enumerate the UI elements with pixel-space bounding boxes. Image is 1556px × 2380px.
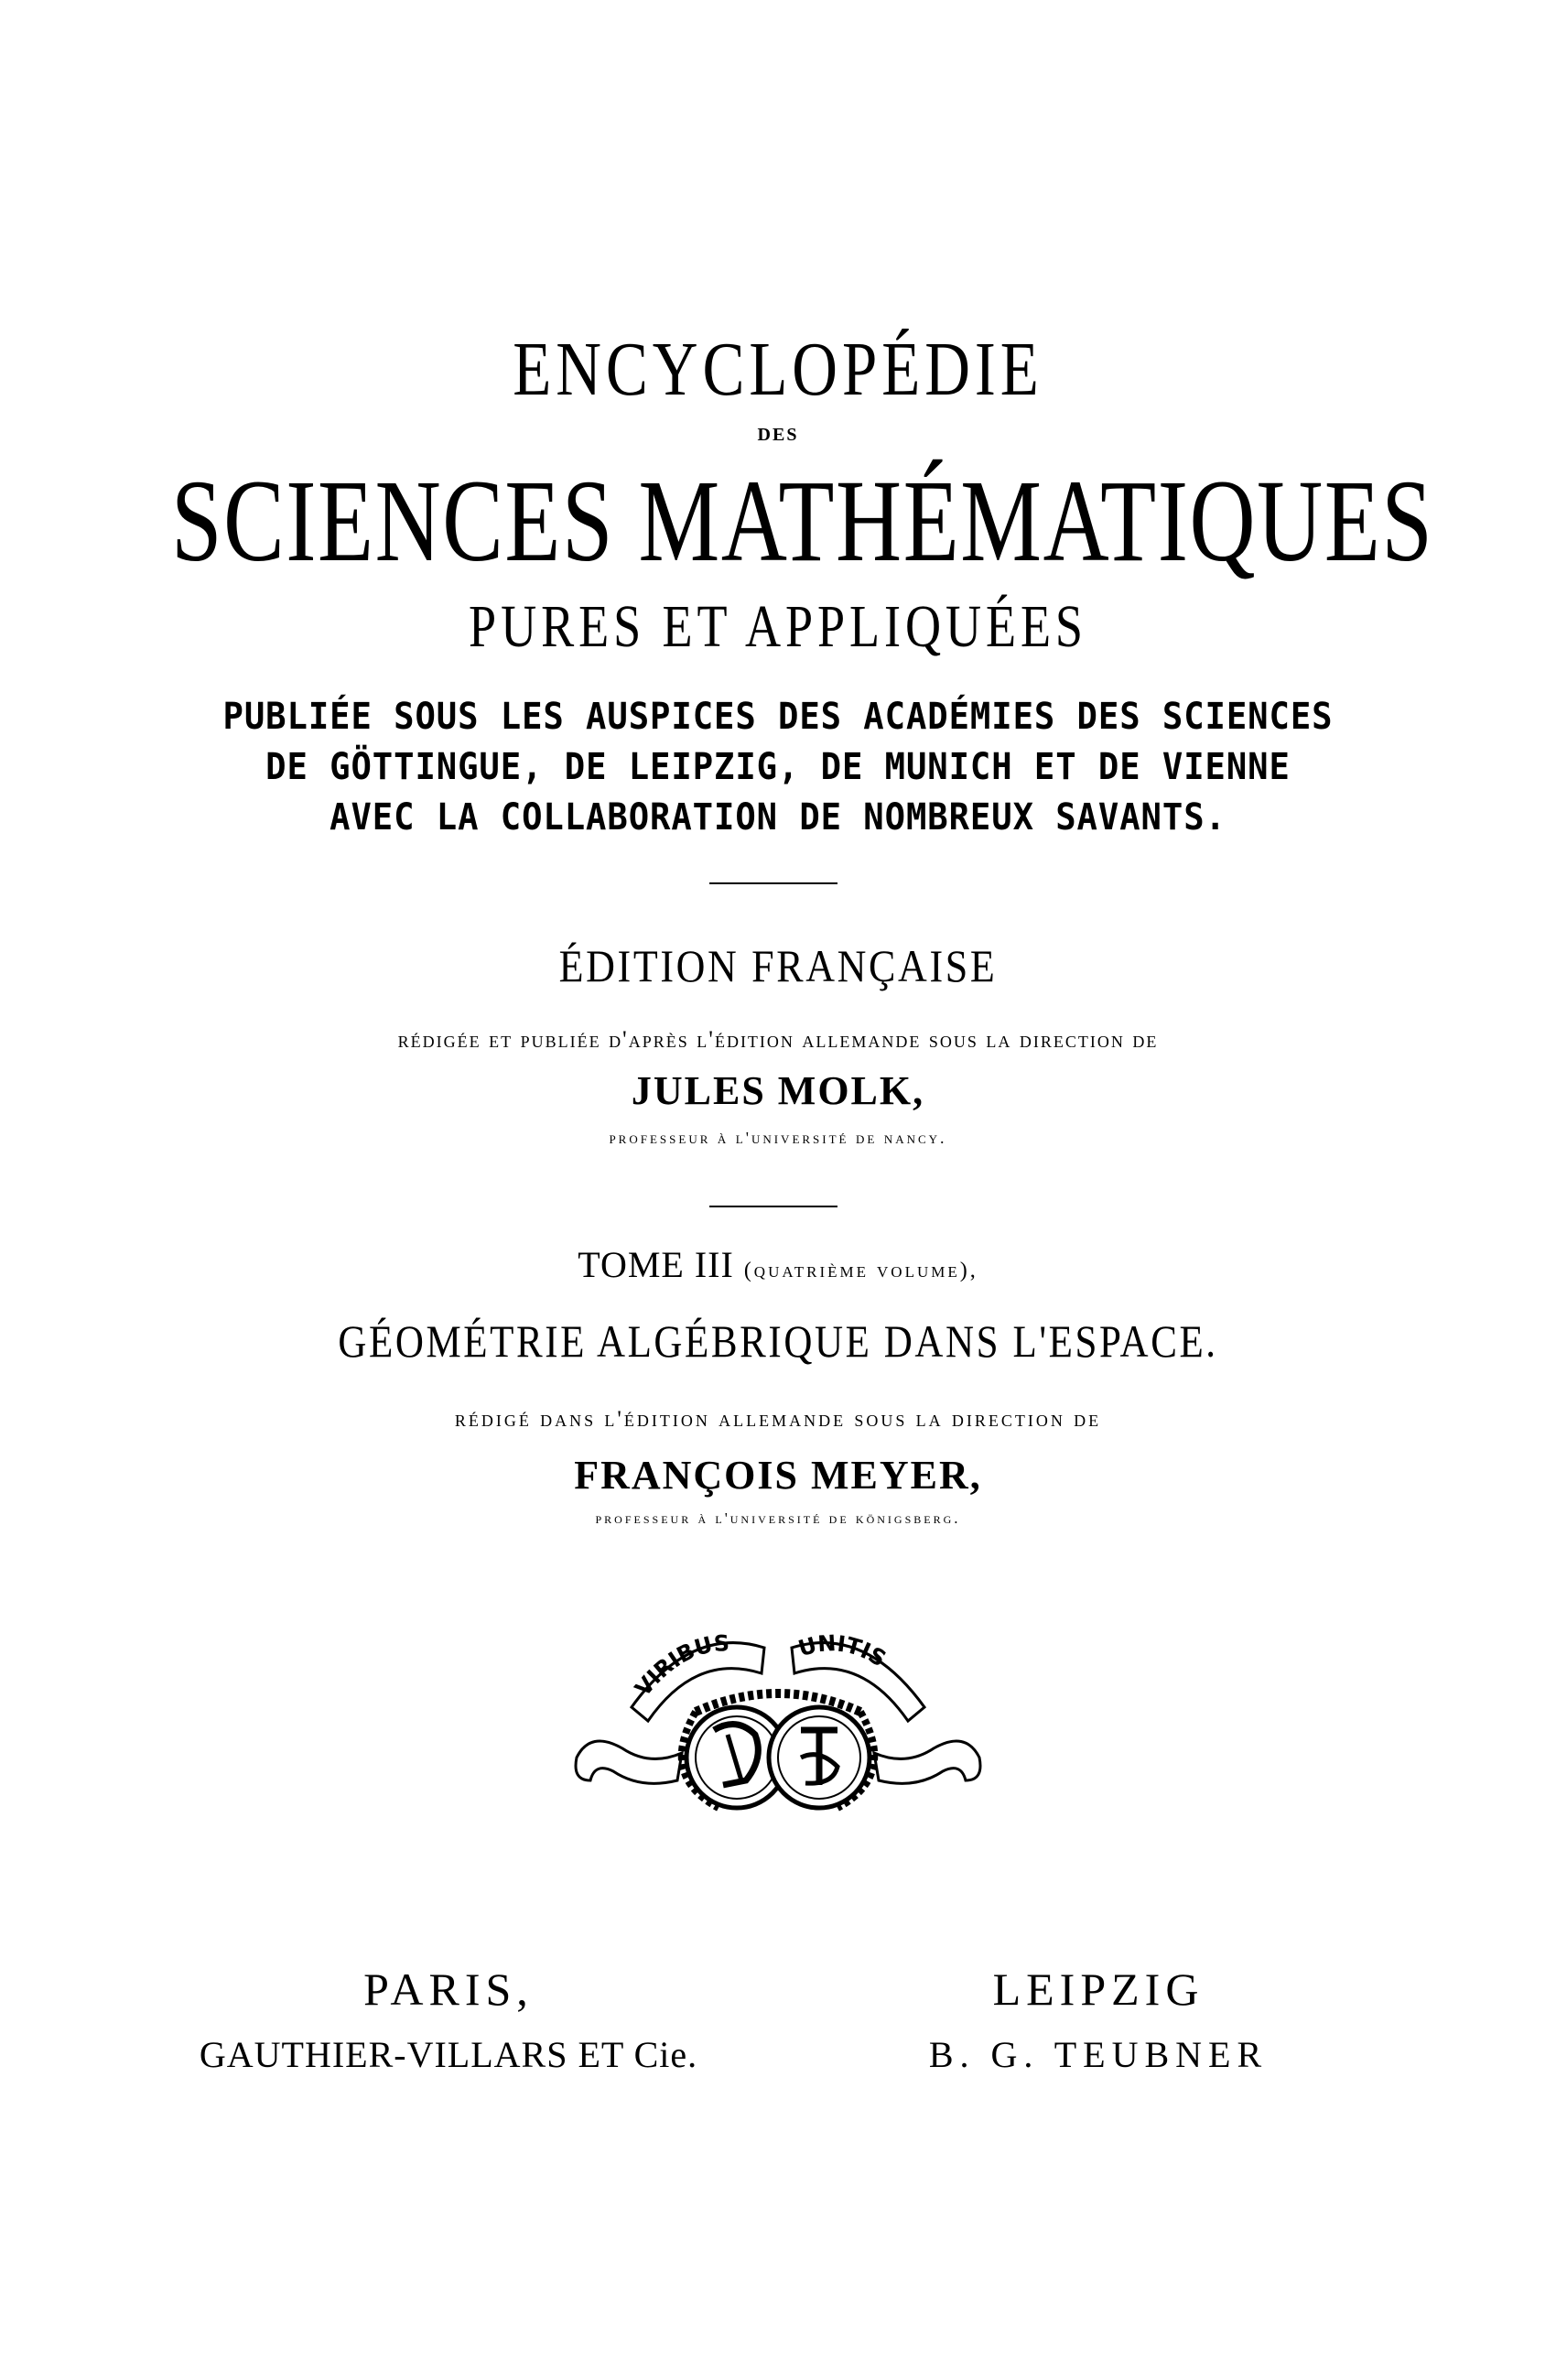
divider-rule bbox=[709, 1206, 837, 1207]
tome-number: TOME III bbox=[578, 1244, 734, 1285]
page-title: ENCYCLOPÉDIE bbox=[513, 327, 1043, 412]
tome-editor: FRANÇOIS MEYER, bbox=[574, 1453, 982, 1498]
svg-text:UNITIS bbox=[795, 1630, 891, 1672]
tome-volume-note: (quatrième volume), bbox=[743, 1259, 978, 1282]
divider-rule bbox=[709, 882, 837, 884]
edition-editor: JULES MOLK, bbox=[631, 1068, 925, 1113]
imprint-left-publisher: GAUTHIER-VILLARS ET Cie. bbox=[199, 2034, 698, 2075]
edition-editor-title: professeur à l'université de nancy. bbox=[609, 1129, 947, 1147]
des-label: DES bbox=[757, 425, 799, 445]
subtitle: PURES ET APPLIQUÉES bbox=[469, 593, 1087, 660]
publisher-emblem bbox=[558, 1620, 998, 1831]
svg-text:VIRIBUS bbox=[630, 1630, 729, 1701]
imprint-left-city: PARIS, bbox=[363, 1964, 534, 2015]
publication-line-1: PUBLIÉE SOUS LES AUSPICES DES ACADÉMIES DES SCIENCES bbox=[222, 696, 1334, 738]
imprint-right-publisher: B. G. TEUBNER bbox=[928, 2034, 1269, 2075]
publication-line-3: AVEC LA COLLABORATION DE NOMBREUX SAVANTS. bbox=[330, 796, 1226, 838]
emblem-motto-left: VIRIBUS bbox=[630, 1630, 730, 1702]
tome-line bbox=[0, 1244, 1556, 1285]
publication-line-2: DE GÖTTINGUE, DE LEIPZIG, DE MUNICH ET DE VIENNE bbox=[265, 746, 1291, 788]
tome-subject: GÉOMÉTRIE ALGÉBRIQUE DANS L'ESPACE. bbox=[338, 1315, 1218, 1367]
tome-editor-title: professeur à l'université de königsberg. bbox=[595, 1509, 961, 1527]
emblem-motto-right: UNITIS bbox=[795, 1630, 891, 1672]
imprint-right-city: LEIPZIG bbox=[992, 1964, 1205, 2015]
edition-direction: rédigée et publiée d'après l'édition allemande sous la direction de bbox=[397, 1026, 1159, 1053]
edition-heading: ÉDITION FRANÇAISE bbox=[558, 940, 998, 991]
main-title: SCIENCES MATHÉMATIQUES bbox=[171, 456, 1434, 586]
tome-direction: rédigé dans l'édition allemande sous la direction de bbox=[454, 1407, 1102, 1432]
